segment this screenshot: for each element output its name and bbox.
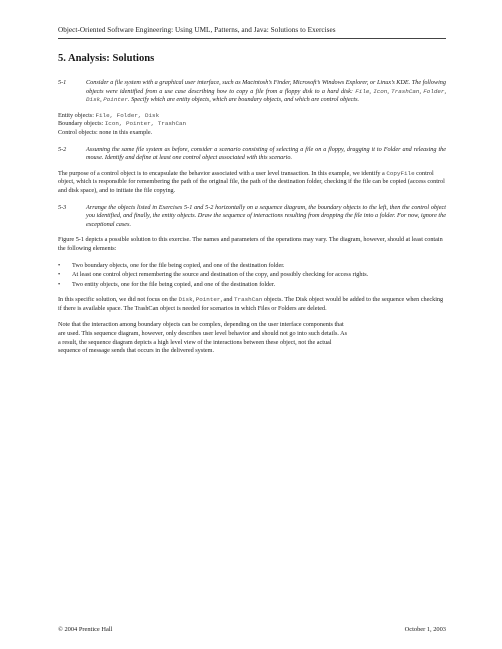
- boundary-objects-line: Boundary objects: Icon, Pointer, TrashCan: [58, 120, 187, 128]
- text-line: sequence of message sends that occurs in the delivered system.: [58, 347, 215, 355]
- exercise-text: . Specify which are entity objects, which are boundary objects, and which are control objects.: [127, 96, 360, 104]
- exercise-text: Arrange the objects listed in Exercises 5-1 and 5-2 horizontally on a sequence diagram, the boundary objects to the left, then the control object you identified, and finally, the entity objects. Draw the sequence of interactions resulting from dropping the file into a folder. For now, ignore the exceptional cases.: [86, 203, 446, 228]
- answer-5-3-para3: [58, 321, 446, 355]
- bullet: •: [58, 261, 61, 269]
- header-rule: [58, 38, 446, 39]
- element-list: [58, 262, 446, 290]
- document-page: [58, 0, 446, 649]
- object-name: CopyFile: [386, 169, 415, 177]
- exercise-number: 5-3: [58, 203, 67, 211]
- list-item: • Two entity objects, one for the file being copied, and one of the destination folder.: [58, 280, 276, 288]
- answer-5-2: The purpose of a control object is to encapsulate the behavior associated with a user level transaction. In this example, we identify a CopyFile control object, which is responsible for remembering the path of the original file, the path of the destination folder, checking if the file can be copied (access control and disk space), and to initiate the file copying.: [58, 169, 445, 194]
- exercise-number: 5-2: [58, 145, 67, 153]
- exercise-text: Assuming the same file system as before, consider a scenario consisting of selecting a file on a floppy, dragging it to Folder and releasing the mouse. Identify and define at least one control object associated with this scenario.: [86, 145, 446, 162]
- answer-5-3-intro: Figure 5-1 depicts a possible solution to this exercise. The names and parameters of the operations may vary. The diagram, however, should at least contain the following elements:: [58, 236, 443, 252]
- list-item: • At least one control object remembering the source and destination of the copy, and possibly checking for access rights.: [58, 271, 369, 279]
- object-name: File: [355, 87, 370, 95]
- answer-5-1: [58, 112, 446, 138]
- exercise-5-1: 5-1 Consider a file system with a graphical user interface, such as Macintosh’s Finder, Microsoft’s Windows Explorer, or Linux’s KDE. The following objects were identified from a use case describing how to copy a file from a floppy disk to a hard disk: File, Icon, TrashCan, Folder, Disk, Pointer. Specify which are entity objects, which are boundary objects, and which are control objects.: [58, 79, 447, 104]
- text-line: Note that the interaction among boundary objects can be complex, depending on the user interface components that: [58, 321, 344, 329]
- exercise-number: 5-1: [58, 79, 67, 86]
- object-name: Folder: [423, 87, 445, 95]
- page-footer: [58, 626, 446, 633]
- bullet: •: [58, 271, 61, 279]
- object-name: Pointer: [195, 296, 221, 304]
- entity-objects-line: Entity objects: File, Folder, Disk: [58, 111, 160, 119]
- copyright-notice: © 2004 Prentice Hall: [58, 626, 113, 633]
- exercise-text: Consider a file system with a graphical user interface, such as Macintosh’s Finder, Microsoft’s Windows Explorer, or Linux’s KDE. The following objects were identified from a use case describing how to copy a file from a floppy disk to a hard disk:: [86, 79, 446, 95]
- object-name: Disk: [86, 96, 101, 104]
- bullet: •: [58, 280, 61, 288]
- running-header: Object-Oriented Software Engineering: Using UML, Patterns, and Java: Solutions to Exercises: [58, 26, 336, 34]
- document-body: [58, 79, 446, 360]
- list-item: • Two boundary objects, one for the file being copied, and one of the destination folder.: [58, 261, 285, 269]
- object-name: TrashCan: [234, 296, 263, 304]
- footer-date: October 1, 2003: [404, 626, 446, 633]
- exercise-5-2: [58, 146, 446, 163]
- object-name: Disk: [178, 296, 193, 304]
- text-line: are used. This sequence diagram, however, only describes user level behavior and should not go into such details. As: [58, 330, 348, 338]
- object-name: TrashCan: [391, 87, 420, 95]
- exercise-5-3: [58, 204, 446, 230]
- control-objects-line: Control objects: none in this example.: [58, 128, 153, 136]
- object-name: Pointer: [103, 96, 128, 104]
- answer-5-3-para2: In this specific solution, we did not focus on the Disk, Pointer, and TrashCan objects. The Disk object would be added to the sequence when checking if there is available space. The TrashCan object is needed for scenarios in which Files or Folders are deleted.: [58, 296, 444, 312]
- text-line: a result, the sequence diagram depicts a high level view of the interactions between these object, not the actual: [58, 338, 332, 346]
- chapter-title: 5. Analysis: Solutions: [58, 53, 155, 64]
- object-name: Icon: [373, 87, 388, 95]
